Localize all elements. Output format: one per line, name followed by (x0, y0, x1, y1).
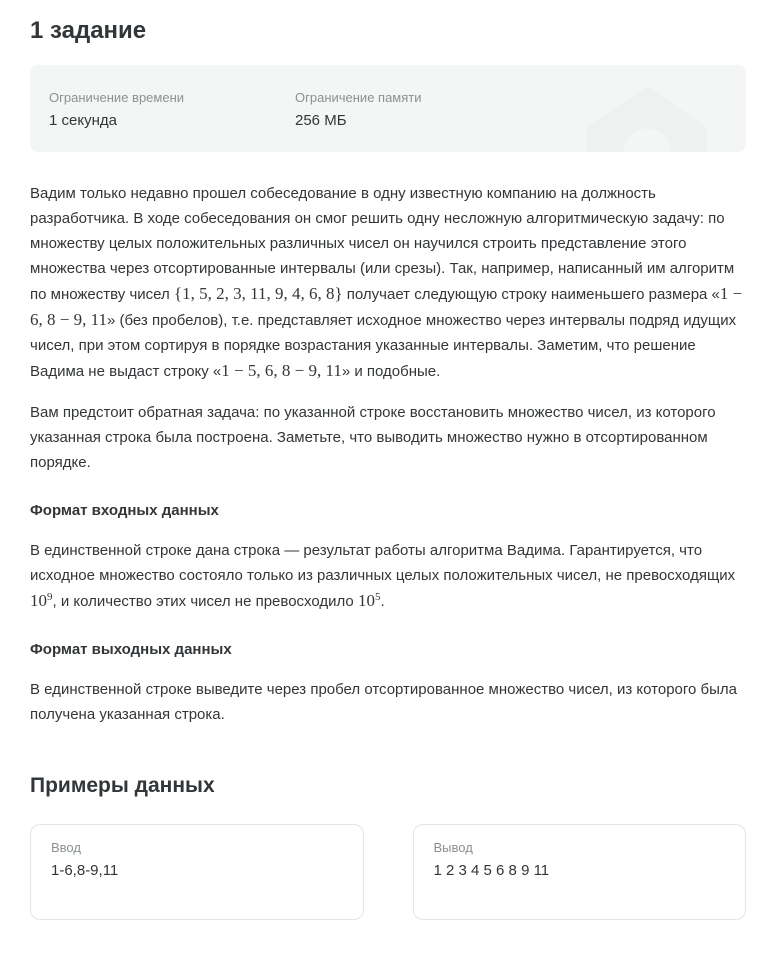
memory-limit (295, 90, 541, 130)
problem-paragraph-output-format (30, 677, 746, 727)
output-format-heading: Формат выходных данных (30, 641, 232, 658)
sample-input-value: 1-6,8-9,11 (51, 862, 119, 879)
inline-math: 10 (357, 591, 375, 610)
inline-math: 10 (30, 591, 47, 610)
sample-output-label: Вывод (433, 840, 473, 855)
text-run: , и количество этих чисел не превосходило (52, 593, 358, 610)
text-run: . (380, 593, 385, 610)
text-run: » и подобные. (341, 363, 441, 380)
problem-paragraph-intro (30, 181, 746, 384)
sample-input-label: Ввод (51, 840, 81, 855)
memory-limit-value: 256 МБ (295, 112, 347, 129)
page-title: 1 задание (30, 17, 147, 44)
text-run: В единственной строке дана строка — результат работы алгоритма Вадима. Гарантируется, что исходное множество состояло только из различных целых положительных чисел, не превосходящих (30, 542, 736, 584)
text-run: В единственной строке выведите через пробел отсортированное множество чисел, из которого была получена указанная строка. (30, 681, 738, 723)
inline-math: {1, 5, 2, 3, 11, 9, 4, 6, 8} (173, 284, 343, 303)
memory-limit-label: Ограничение памяти (295, 90, 422, 105)
time-limit (49, 90, 295, 130)
sample-output-box (413, 824, 747, 920)
house-watermark-icon (575, 86, 720, 152)
problem-paragraph-task (30, 400, 746, 475)
inline-math: 9 (47, 591, 53, 603)
inline-math: 1 − 6, 8 − 9, 11 (30, 284, 743, 329)
time-limit-label: Ограничение времени (49, 90, 185, 105)
text-run: » (без пробелов), т.е. представляет исходное множество через интервалы подряд идущих чисел, при этом сортируя в порядке возрастания указанные интервалы. Заметим, что решение Вадима не выдаст строку « (30, 312, 737, 380)
input-format-heading: Формат входных данных (30, 502, 219, 519)
time-limit-value: 1 секунда (49, 112, 117, 129)
samples-row (30, 824, 746, 920)
problem-paragraph-input-format (30, 538, 746, 614)
text-run: получает следующую строку наименьшего размера « (342, 286, 720, 303)
sample-output-value: 1 2 3 4 5 6 8 9 11 (433, 862, 550, 879)
sample-input-box (30, 824, 364, 920)
inline-math: 1 − 5, 6, 8 − 9, 11 (221, 361, 342, 380)
text-run: Вадим только недавно прошел собеседование в одну известную компанию на должность разработчика. В ходе собеседования он смог решить одну несложную алгоритмическую задачу: по множеству целых положительных различных чисел он научился строить представление этого множества через отсортированные интервалы (или срезы). Так, например, написанный им алгоритм по множеству чисел (30, 185, 735, 303)
limits-card (30, 65, 746, 152)
samples-title: Примеры данных (30, 774, 215, 797)
inline-math: 5 (374, 591, 381, 603)
problem-statement (30, 181, 746, 727)
text-run: Вам предстоит обратная задача: по указанной строке восстановить множество чисел, из которого указанная строка была построена. Заметьте, что выводить множество нужно в отсортированном порядке. (30, 404, 716, 471)
